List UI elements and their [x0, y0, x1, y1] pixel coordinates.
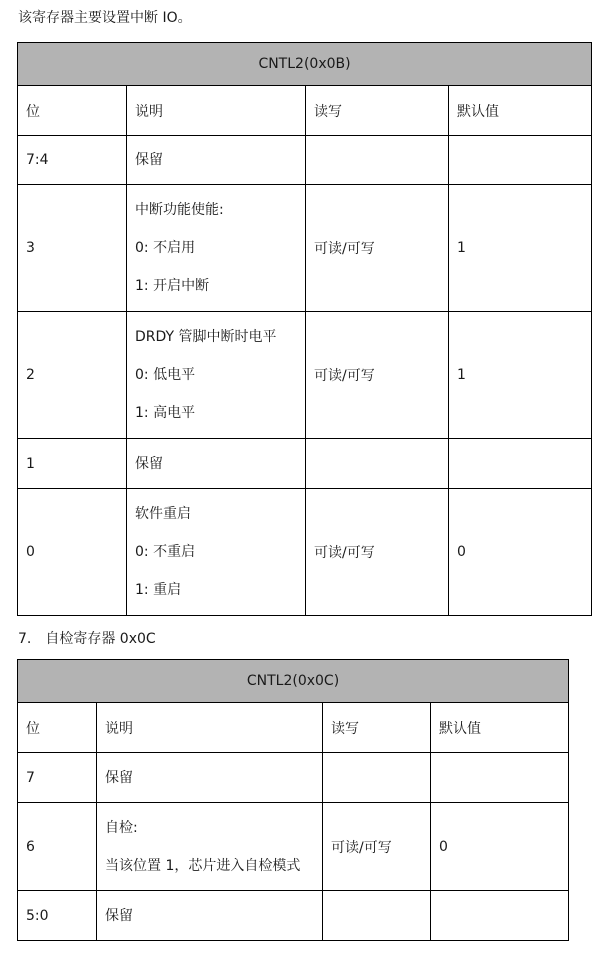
table-title: CNTL2(0x0B)	[18, 43, 592, 86]
cell-bit: 7:4	[18, 136, 127, 185]
header-default: 默认值	[431, 703, 569, 753]
cell-description: 保留	[97, 753, 323, 803]
header-description: 说明	[97, 703, 323, 753]
cell-bit: 6	[18, 803, 97, 891]
register-table-cntl2-0x0c	[17, 659, 569, 941]
cell-default	[449, 136, 592, 185]
cell-read-write: 可读/可写	[306, 312, 449, 439]
cell-default	[431, 891, 569, 941]
cell-read-write	[323, 891, 431, 941]
cell-read-write	[306, 136, 449, 185]
table-row	[18, 753, 569, 803]
cell-default: 0	[449, 489, 592, 616]
header-read-write: 读写	[306, 86, 449, 136]
cell-read-write: 可读/可写	[306, 489, 449, 616]
header-read-write: 读写	[323, 703, 431, 753]
table-row	[18, 185, 592, 312]
cell-description: 保留	[127, 439, 306, 489]
cell-description: 软件重启 0: 不重启 1: 重启	[127, 489, 306, 616]
cell-read-write: 可读/可写	[323, 803, 431, 891]
cell-default: 1	[449, 312, 592, 439]
cell-default	[449, 439, 592, 489]
cell-description: 中断功能使能: 0: 不启用 1: 开启中断	[127, 185, 306, 312]
header-bit: 位	[18, 86, 127, 136]
table-title: CNTL2(0x0C)	[18, 660, 569, 703]
cell-bit: 5:0	[18, 891, 97, 941]
header-description: 说明	[127, 86, 306, 136]
table-row	[18, 803, 569, 891]
cell-read-write: 可读/可写	[306, 185, 449, 312]
cell-default: 1	[449, 185, 592, 312]
cell-description: 保留	[97, 891, 323, 941]
register-table-cntl2-0x0b	[17, 42, 592, 616]
cell-bit: 2	[18, 312, 127, 439]
cell-description: DRDY 管脚中断时电平 0: 低电平 1: 高电平	[127, 312, 306, 439]
table-row	[18, 891, 569, 941]
cell-description: 自检: 当该位置 1，芯片进入自检模式	[97, 803, 323, 891]
cell-default: 0	[431, 803, 569, 891]
cell-bit: 3	[18, 185, 127, 312]
cell-read-write	[306, 439, 449, 489]
cell-read-write	[323, 753, 431, 803]
section-number: 7.	[18, 631, 32, 647]
header-default: 默认值	[449, 86, 592, 136]
cell-default	[431, 753, 569, 803]
cell-bit: 0	[18, 489, 127, 616]
cell-bit: 7	[18, 753, 97, 803]
section-title: 自检寄存器 0x0C	[45, 631, 156, 647]
cell-description: 保留	[127, 136, 306, 185]
table-row	[18, 136, 592, 185]
table-row	[18, 439, 592, 489]
cell-bit: 1	[18, 439, 127, 489]
table-row	[18, 312, 592, 439]
intro-text: 该寄存器主要设置中断 IO。	[18, 10, 192, 26]
header-bit: 位	[18, 703, 97, 753]
table-row	[18, 489, 592, 616]
section-heading	[18, 628, 156, 650]
